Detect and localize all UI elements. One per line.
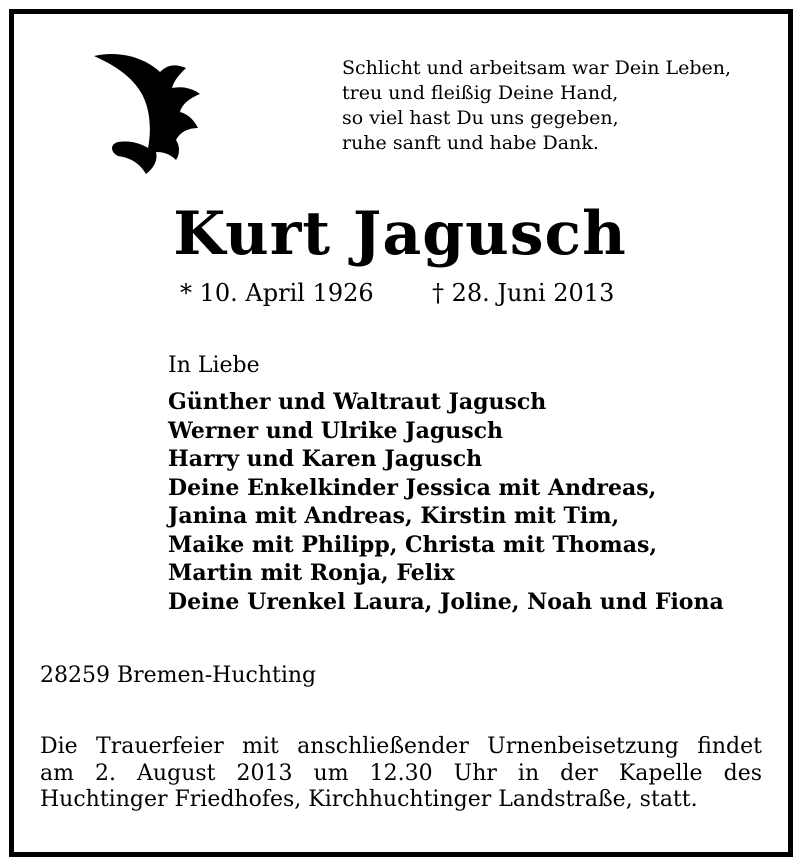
mourner-line: Harry und Karen Jagusch (168, 446, 483, 472)
mourner-line: Deine Urenkel Laura, Joline, Noah und Fiona (168, 588, 724, 615)
mourner-line: Werner und Ulrike Jagusch (168, 417, 503, 444)
birth-date: * 10. April 1926 (180, 279, 374, 307)
place-of-residence: 28259 Bremen-Huchting (40, 663, 317, 688)
deceased-name: Kurt Jagusch (173, 199, 627, 269)
mourner-line: Janina mit Andreas, Kirstin mit Tim, (168, 503, 620, 529)
mourner-line: Deine Enkelkinder Jessica mit Andreas, (168, 474, 657, 501)
ceremony-line: Die Trauerfeier mit anschließender Urnenbeisetzung findet (40, 734, 762, 759)
ceremony-line: am 2. August 2013 um 12.30 Uhr in der Kapelle des (40, 760, 762, 786)
antler-icon (90, 48, 200, 178)
mourner-line: Günther und Waltraut Jagusch (168, 389, 547, 415)
poem-verse (342, 56, 731, 156)
poem-line: Schlicht und arbeitsam war Dein Leben, (342, 57, 732, 79)
mourners-list (168, 388, 724, 616)
death-date: † 28. Juni 2013 (432, 279, 615, 307)
mourner-line: Maike mit Philipp, Christa mit Thomas, (168, 531, 658, 558)
mourners-intro: In Liebe (168, 353, 260, 378)
poem-line: ruhe sanft und habe Dank. (342, 132, 599, 154)
ceremony-info (40, 734, 762, 814)
ceremony-line: Huchtinger Friedhofes, Kirchhuchtinger Landstraße, statt. (40, 787, 698, 812)
mourner-line: Martin mit Ronja, Felix (168, 560, 455, 586)
poem-line: so viel hast Du uns gegeben, (342, 107, 619, 129)
poem-line: treu und fleißig Deine Hand, (342, 82, 619, 104)
